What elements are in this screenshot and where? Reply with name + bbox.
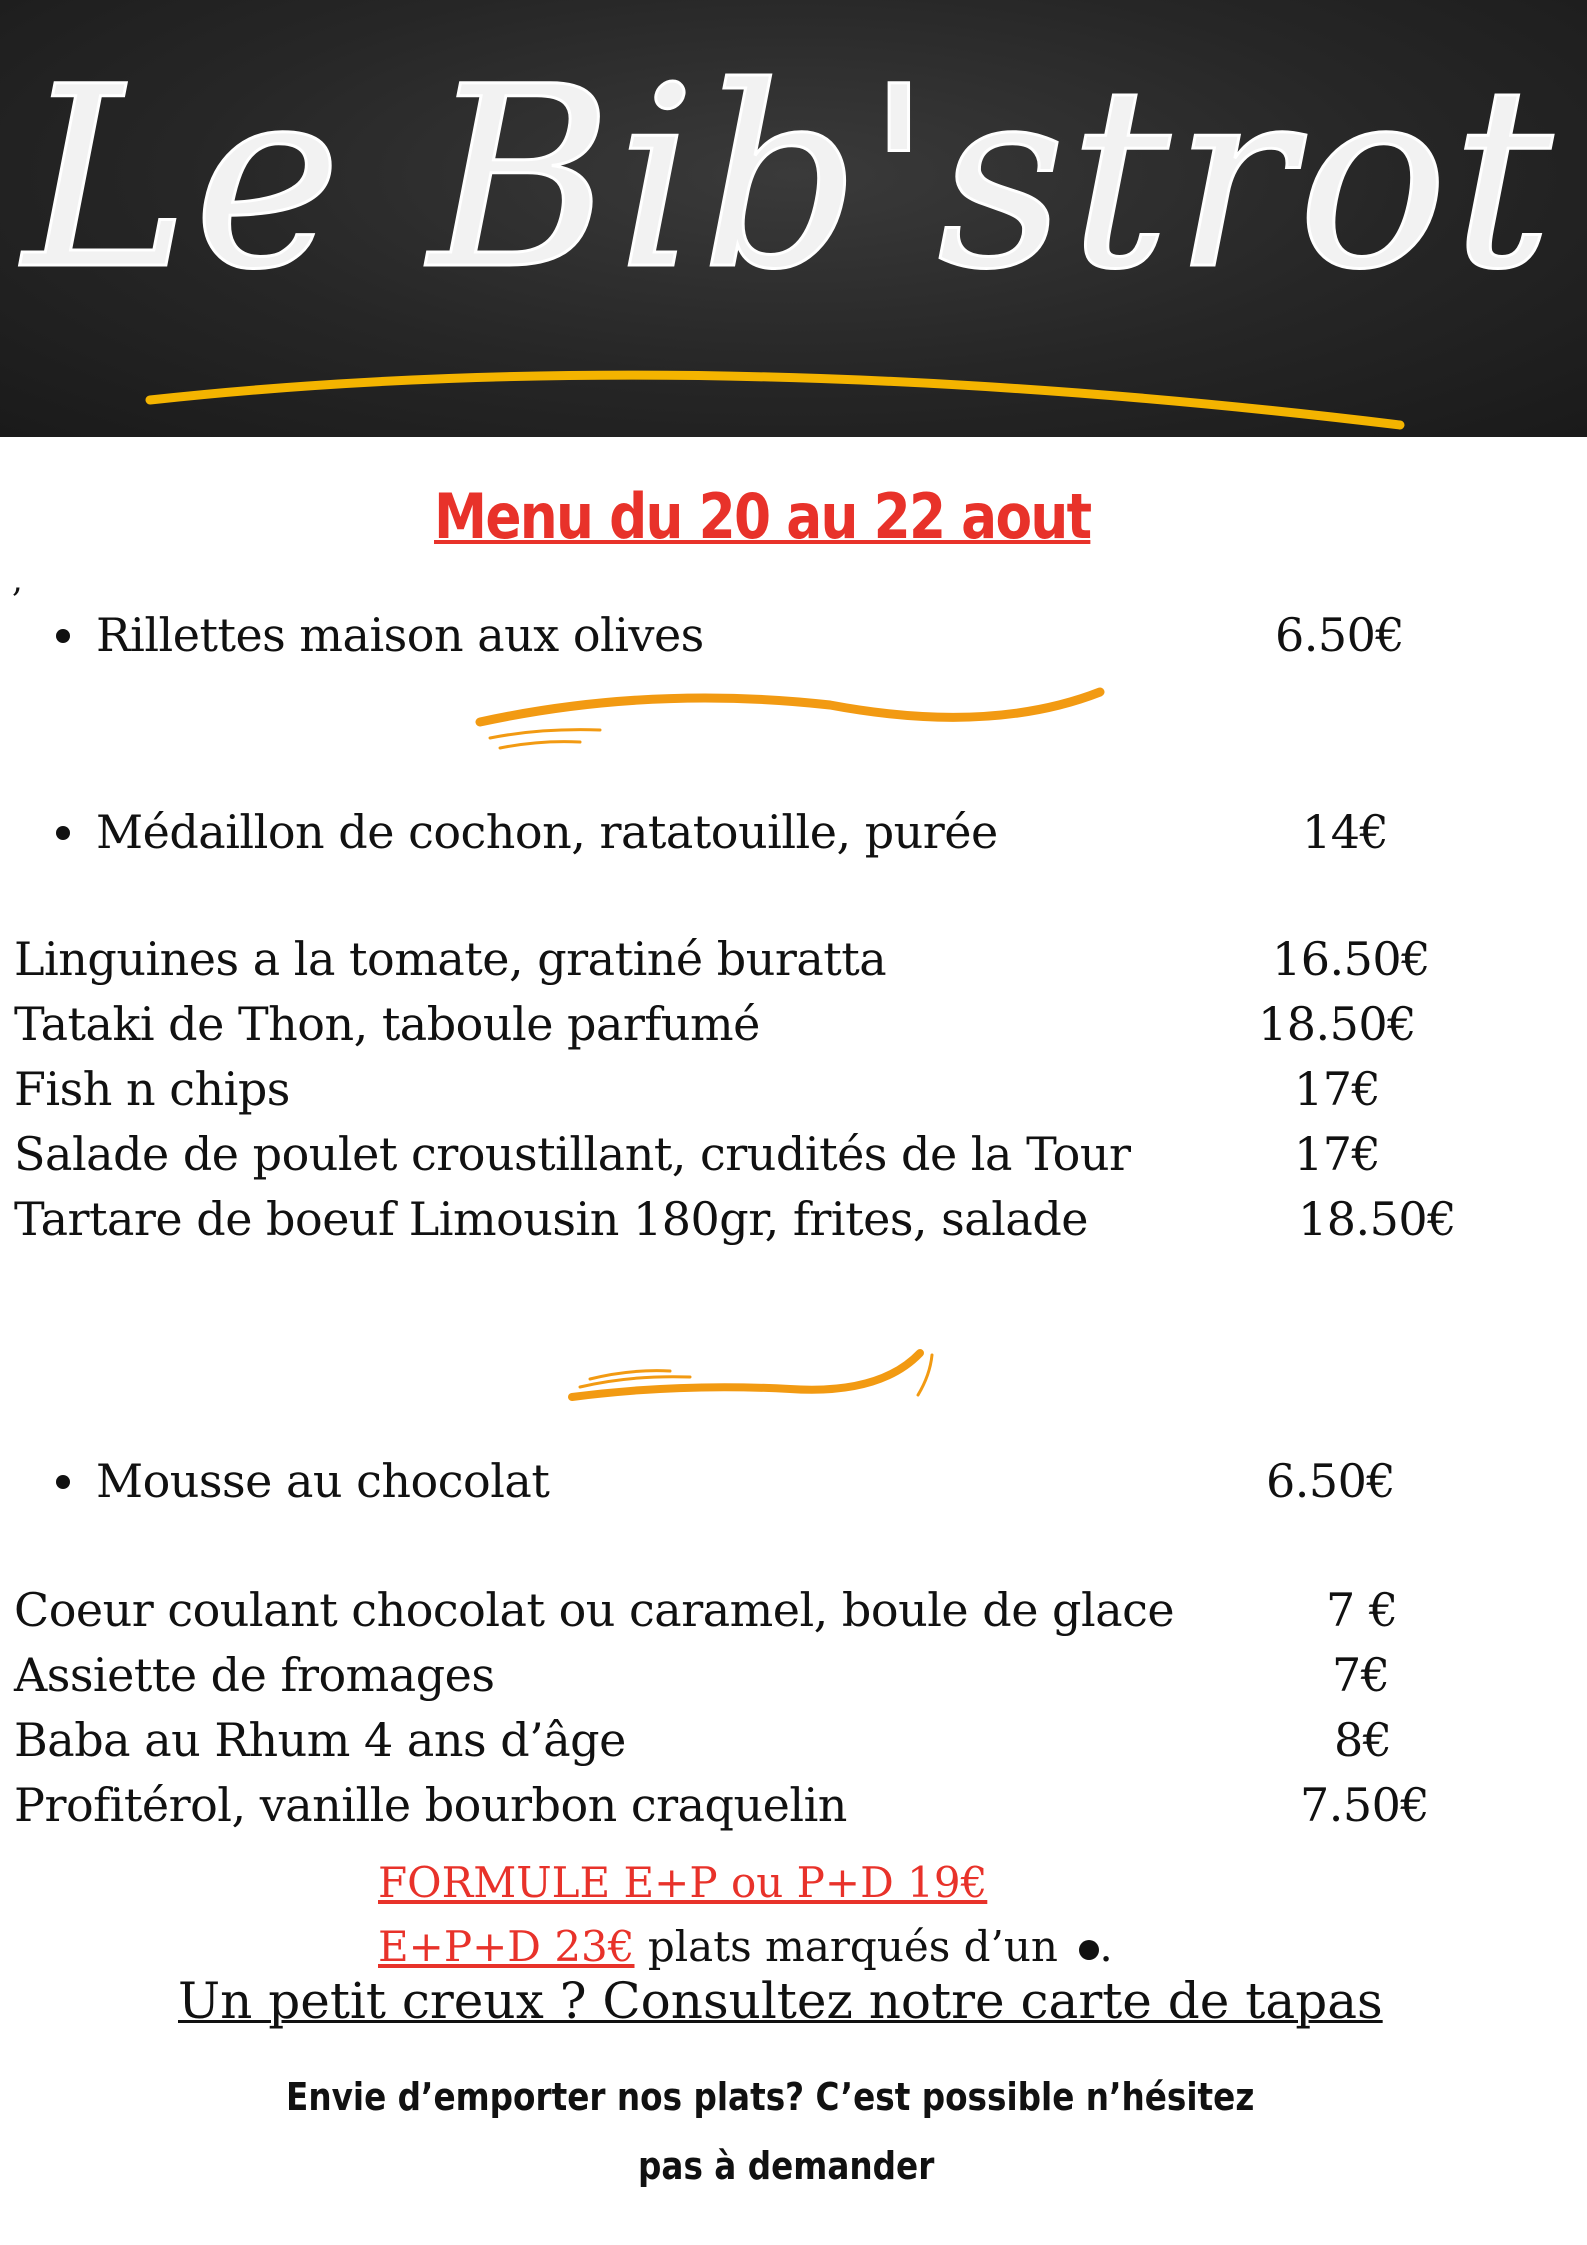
- item-price: 17€: [1294, 1127, 1381, 1181]
- formule-line-2: [378, 1922, 1113, 1971]
- menu-item-dessert: Assiette de fromages: [14, 1648, 495, 1702]
- menu-item-dessert: [56, 1454, 549, 1508]
- marker-dot-icon: [1079, 1940, 1099, 1960]
- formule-line-1: FORMULE E+P ou P+D 19€: [378, 1858, 988, 1907]
- divider-swoosh: [470, 680, 1110, 760]
- item-price: 17€: [1294, 1062, 1381, 1116]
- takeaway-note-line-1: Envie d’emporter nos plats? C’est possible n’hésitez: [286, 2075, 1255, 2119]
- formule-text: plats marqués d’un: [634, 1922, 1072, 1971]
- item-price: 18.50€: [1258, 997, 1416, 1051]
- item-price: 6.50€: [1266, 1454, 1396, 1508]
- item-name: Médaillon de cochon, ratatouille, purée: [96, 805, 998, 859]
- menu-item-entree: [56, 608, 704, 662]
- logo-text: Le Bib'strot: [23, 33, 1557, 324]
- formule-end: .: [1099, 1922, 1113, 1971]
- menu-item-plat: [56, 805, 998, 859]
- item-price: 7.50€: [1300, 1778, 1430, 1832]
- menu-item-plat: Tartare de boeuf Limousin 180gr, frites, salade: [14, 1192, 1089, 1246]
- menu-item-dessert: Profitérol, vanille bourbon craquelin: [14, 1778, 847, 1832]
- item-name: Rillettes maison aux olives: [96, 608, 704, 662]
- logo: [0, 0, 1587, 437]
- menu-item-plat: Linguines a la tomate, gratiné buratta: [14, 932, 887, 986]
- formule-price: E+P+D 23€: [378, 1922, 635, 1971]
- bullet-icon: [56, 629, 70, 643]
- item-price: 7€: [1332, 1648, 1390, 1702]
- item-price: 14€: [1302, 805, 1389, 859]
- header-banner: [0, 0, 1587, 437]
- tapas-link[interactable]: Un petit creux ? Consultez notre carte de tapas: [178, 1972, 1383, 2030]
- logo-underline: [150, 375, 1400, 425]
- menu-item-plat: Tataki de Thon, taboule parfumé: [14, 997, 760, 1051]
- item-price: 18.50€: [1298, 1192, 1456, 1246]
- menu-item-plat: Fish n chips: [14, 1062, 290, 1116]
- item-price: 8€: [1334, 1713, 1392, 1767]
- divider-swoosh: [560, 1345, 950, 1415]
- menu-title: Menu du 20 au 22 aout: [434, 480, 1091, 553]
- menu-item-dessert: Coeur coulant chocolat ou caramel, boule de glace: [14, 1583, 1175, 1637]
- bullet-icon: [56, 1475, 70, 1489]
- stray-mark: ,: [12, 560, 23, 600]
- takeaway-note-line-2: pas à demander: [638, 2144, 935, 2188]
- bullet-icon: [56, 826, 70, 840]
- item-price: 7 €: [1326, 1583, 1398, 1637]
- item-name: Mousse au chocolat: [96, 1454, 550, 1508]
- menu-item-plat: Salade de poulet croustillant, crudités de la Tour: [14, 1127, 1131, 1181]
- item-price: 16.50€: [1272, 932, 1430, 986]
- menu-item-dessert: Baba au Rhum 4 ans d’âge: [14, 1713, 626, 1767]
- item-price: 6.50€: [1275, 608, 1405, 662]
